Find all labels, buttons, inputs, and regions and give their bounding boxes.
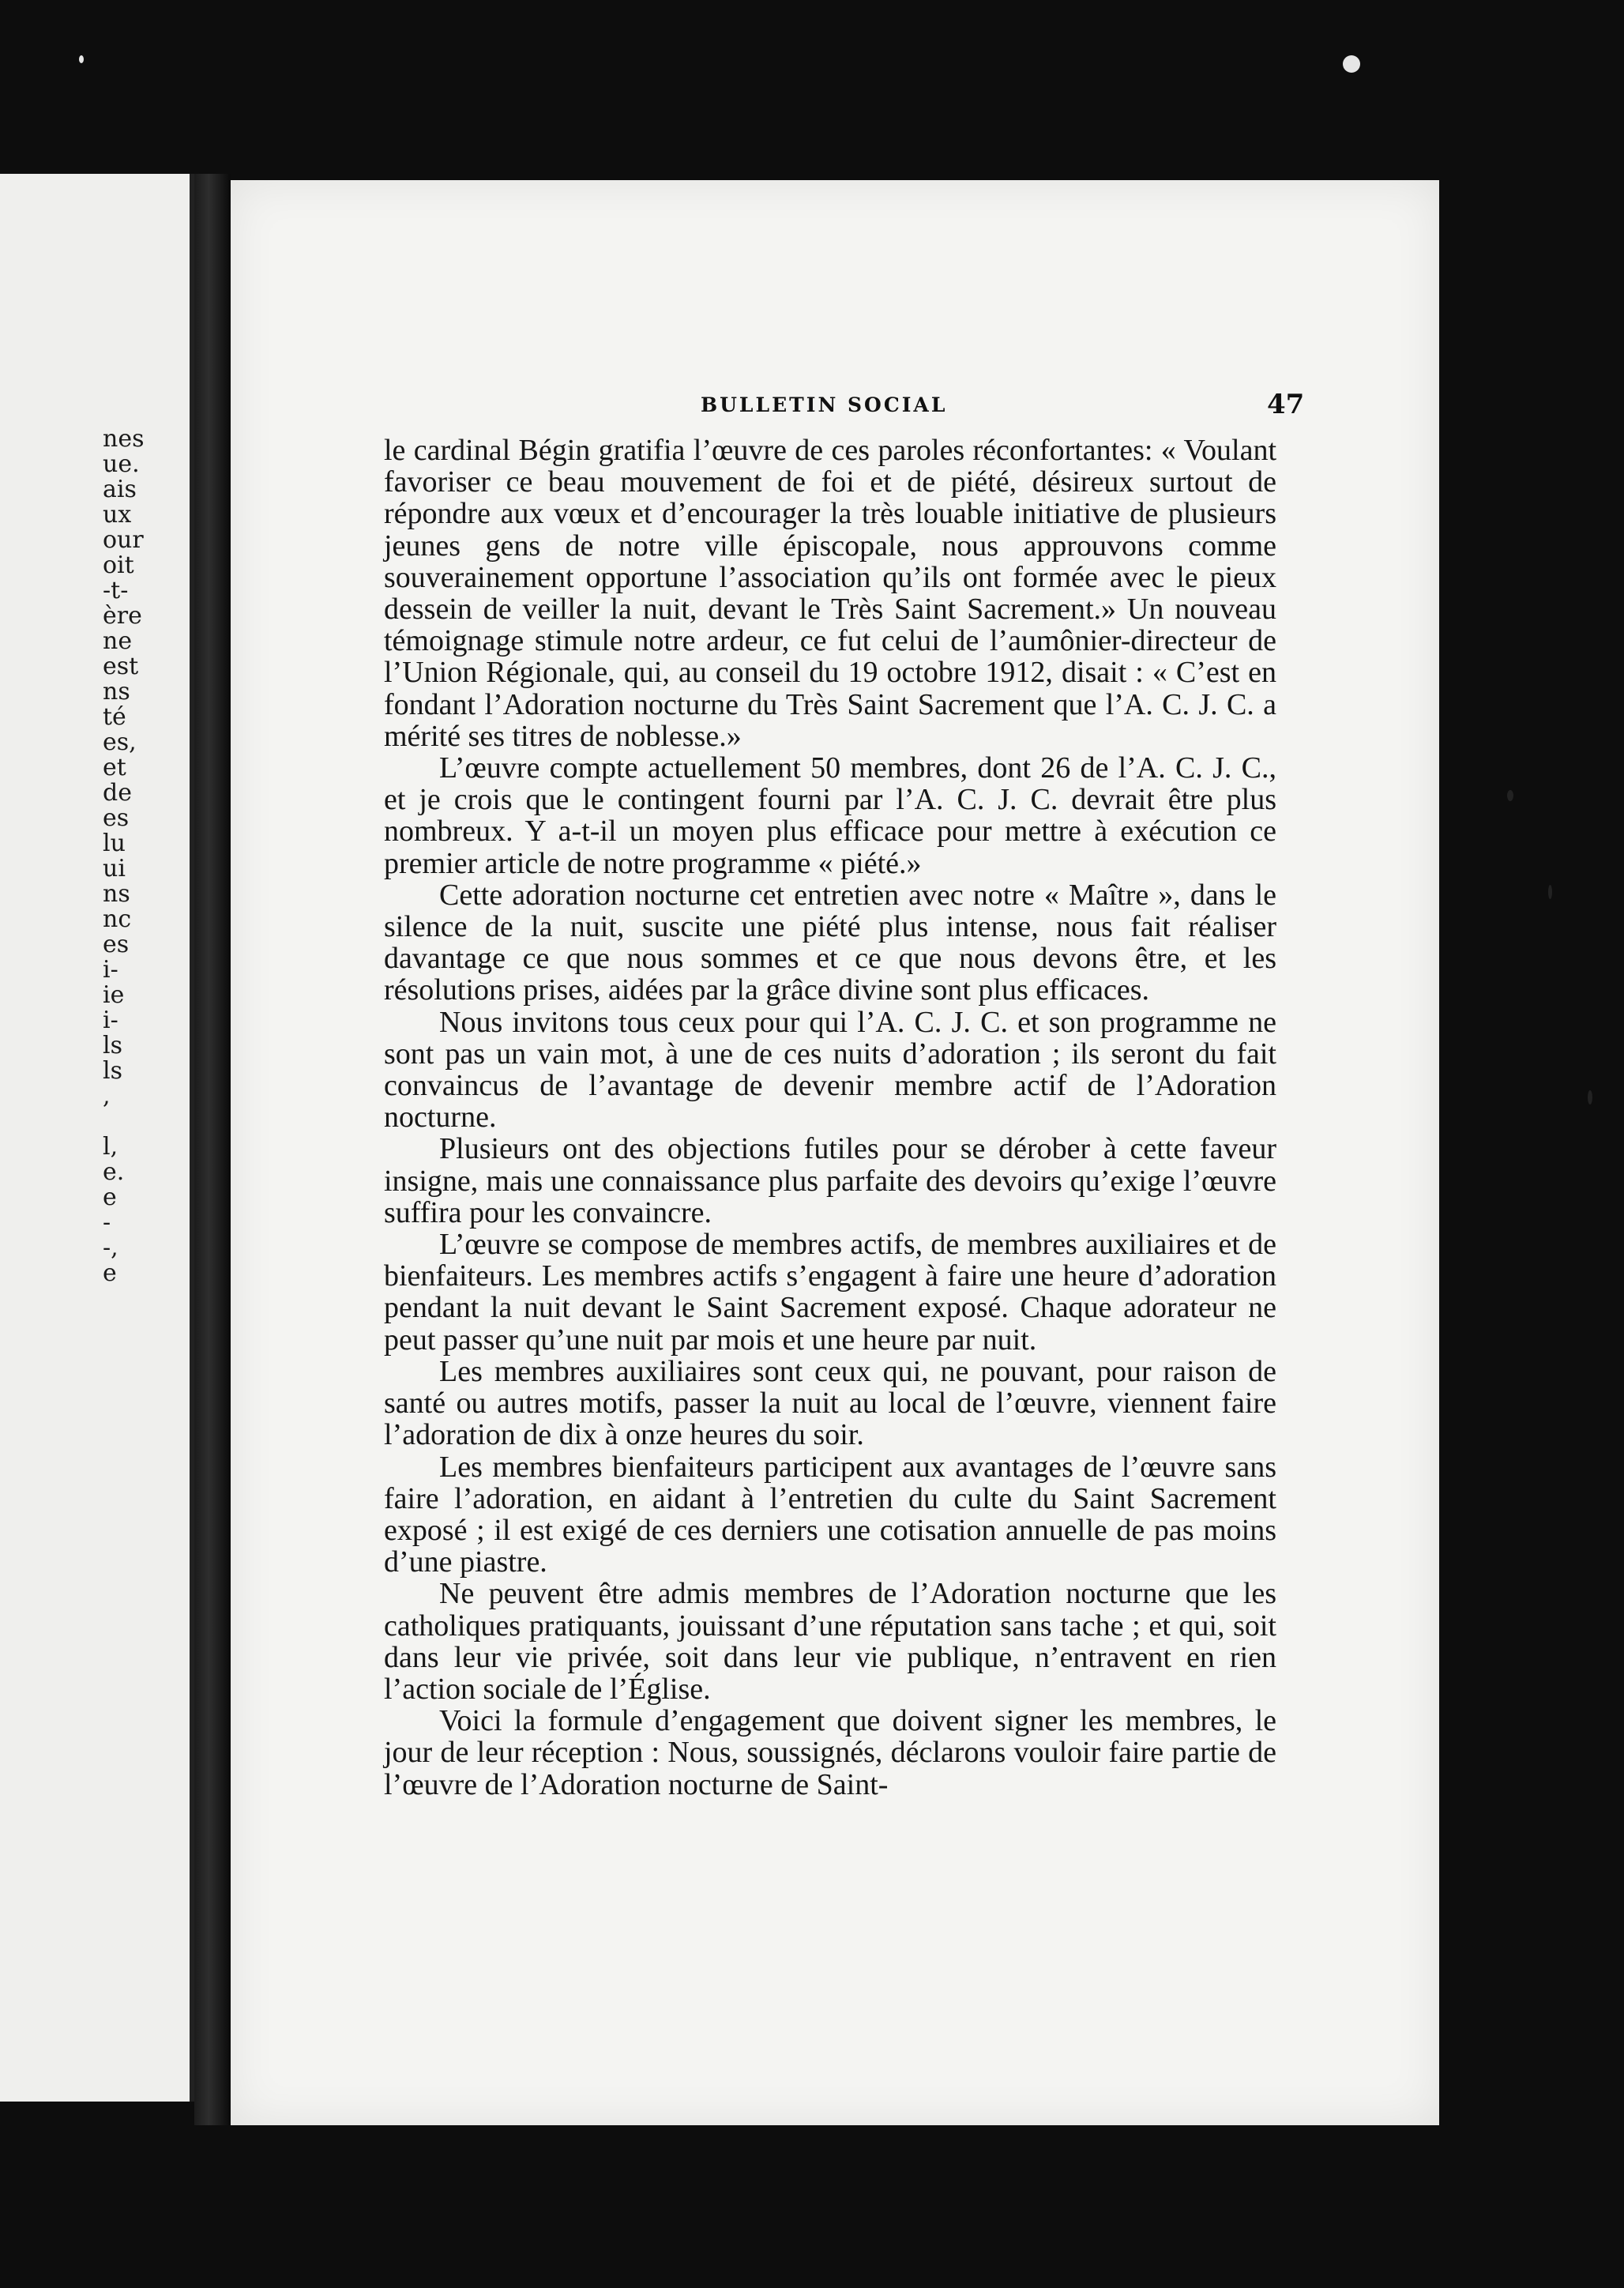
facing-page-fragment: ls — [103, 1032, 122, 1059]
facing-page-fragment: ns — [103, 880, 130, 908]
facing-page-fragment: est — [103, 653, 139, 680]
facing-page-fragment: l, — [103, 1133, 118, 1161]
page-number: 47 — [1267, 389, 1305, 420]
dust-speck — [79, 55, 84, 63]
paragraph: Ne peuvent être admis membres de l’Adoration nocturne que les catholiques pratiquants, jouissant d’une réputation sans tache ; et qui, soit dans leur vie privée, soit dans leur vie publique, n’entravent en rien l’action sociale de l’Église. — [384, 1577, 1276, 1706]
facing-page-fragment: té — [103, 703, 126, 731]
facing-page-fragment: ui — [103, 855, 126, 882]
facing-page-fragment: ais — [103, 476, 137, 503]
paragraph: Nous invitons tous ceux pour qui l’A. C. J. C. et son programme ne sont pas un vain mot, à une de ces nuits d’adoration ; ils seront du fait convaincus de l’avantage de devenir membre actif de l’Adoration nocturne. — [384, 1005, 1276, 1135]
facing-page-fragment: , — [103, 1082, 111, 1110]
facing-page-fragment: de — [103, 779, 132, 807]
facing-page-fragment: es, — [103, 728, 137, 756]
facing-page-fragment: i- — [103, 956, 118, 984]
facing-page-fragment: ls — [103, 1057, 122, 1085]
facing-page-fragment: our — [103, 526, 144, 554]
facing-page-fragment: -t- — [103, 577, 129, 604]
dust-speck — [1548, 885, 1552, 899]
book-page — [231, 180, 1439, 2125]
running-head — [231, 389, 1439, 425]
paragraph: Les membres auxiliaires sont ceux qui, ne pouvant, pour raison de santé ou autres motifs, passer la nuit au local de l’œuvre, viennent faire l’adoration de dix à onze heures du soir. — [384, 1354, 1276, 1452]
facing-page-fragment: es — [103, 804, 130, 832]
facing-page-left — [0, 174, 194, 2102]
facing-page-fragment: ux — [103, 501, 132, 529]
facing-page-fragment: ns — [103, 678, 130, 706]
facing-page-fragment: ie — [103, 981, 125, 1009]
facing-page-fragment: oit — [103, 551, 134, 579]
facing-page-fragment: nes — [103, 425, 145, 453]
facing-page-fragment: -, — [103, 1234, 118, 1262]
facing-page-fragment: e — [103, 1184, 117, 1211]
running-head-title: BULLETIN SOCIAL — [701, 393, 948, 416]
facing-page-fragment — [103, 1109, 182, 1135]
dust-speck — [1507, 790, 1513, 801]
dust-speck — [1343, 55, 1360, 73]
body-text — [384, 435, 1276, 1801]
facing-page-fragment: ue. — [103, 450, 140, 478]
facing-page-fragment: e. — [103, 1158, 125, 1186]
facing-page-fragment: es — [103, 931, 130, 958]
facing-page-fragment: - — [103, 1209, 111, 1236]
facing-page-fragment: ne — [103, 627, 133, 655]
facing-page-margin-text — [103, 427, 182, 1286]
paragraph: L’œuvre compte actuellement 50 membres, dont 26 de l’A. C. J. C., et je crois que le contingent fourni par l’A. C. J. C. devrait être plus nombreux. Y a-t-il un moyen plus efficace pour mettre à exécution ce premier article de notre programme « piété.» — [384, 751, 1276, 880]
paragraph: Cette adoration nocturne cet entretien avec notre « Maître », dans le silence de la nuit, suscite une piété plus intense, nous fait réaliser davantage ce que nous sommes et ce que nous devons être, et les résolutions prises, aidées par la grâce divine sont plus efficaces. — [384, 878, 1276, 1007]
paragraph: Les membres bienfaiteurs participent aux avantages de l’œuvre sans faire l’adoration, en aidant à l’entretien du culte du Saint Sacrement exposé ; il est exigé de ces derniers une cotisation annuelle de pas moins d’une piastre. — [384, 1450, 1276, 1579]
facing-page-fragment: lu — [103, 830, 126, 857]
dust-speck — [1588, 1090, 1592, 1104]
facing-page-fragment: ère — [103, 602, 142, 630]
facing-page-fragment: nc — [103, 905, 132, 933]
facing-page-fragment: et — [103, 754, 126, 781]
paragraph: le cardinal Bégin gratifia l’œuvre de ces paroles réconfortantes: « Voulant favoriser ce beau mouvement de foi et de piété, désireux surtout de répondre aux vœux et d’encourager la très louable initiative de plusieurs jeunes gens de notre ville épiscopale, nous approuvons comme souverainement opportune l’association qu’ils ont formée avec le pieux dessein de veiller la nuit, devant le Très Saint Sacrement.» Un nouveau témoignage stimule notre ardeur, ce fut celui de l’aumônier-directeur de l’Union Régionale, qui, au conseil du 19 octobre 1912, disait : « C’est en fondant l’Adoration nocturne du Très Saint Sacrement que l’A. C. J. C. a mérité ses titres de noblesse.» — [384, 434, 1276, 753]
facing-page-fragment: i- — [103, 1007, 118, 1034]
paragraph: Voici la formule d’engagement que doivent signer les membres, le jour de leur réception : Nous, soussignés, déclarons vouloir faire partie de l’œuvre de l’Adoration nocturne de Saint- — [384, 1704, 1276, 1801]
facing-page-fragment: e — [103, 1259, 117, 1287]
paragraph: Plusieurs ont des objections futiles pour se dérober à cette faveur insigne, mais une connaissance plus parfaite des devoirs qu’exige l’œuvre suffira pour les convaincre. — [384, 1132, 1276, 1229]
book-gutter — [194, 174, 231, 2125]
paragraph: L’œuvre se compose de membres actifs, de membres auxiliaires et de bienfaiteurs. Les membres actifs s’engagent à faire une heure d’adoration pendant la nuit devant le Saint Sacrement exposé. Chaque adorateur ne peut passer qu’une nuit par mois et une heure par nuit. — [384, 1228, 1276, 1357]
